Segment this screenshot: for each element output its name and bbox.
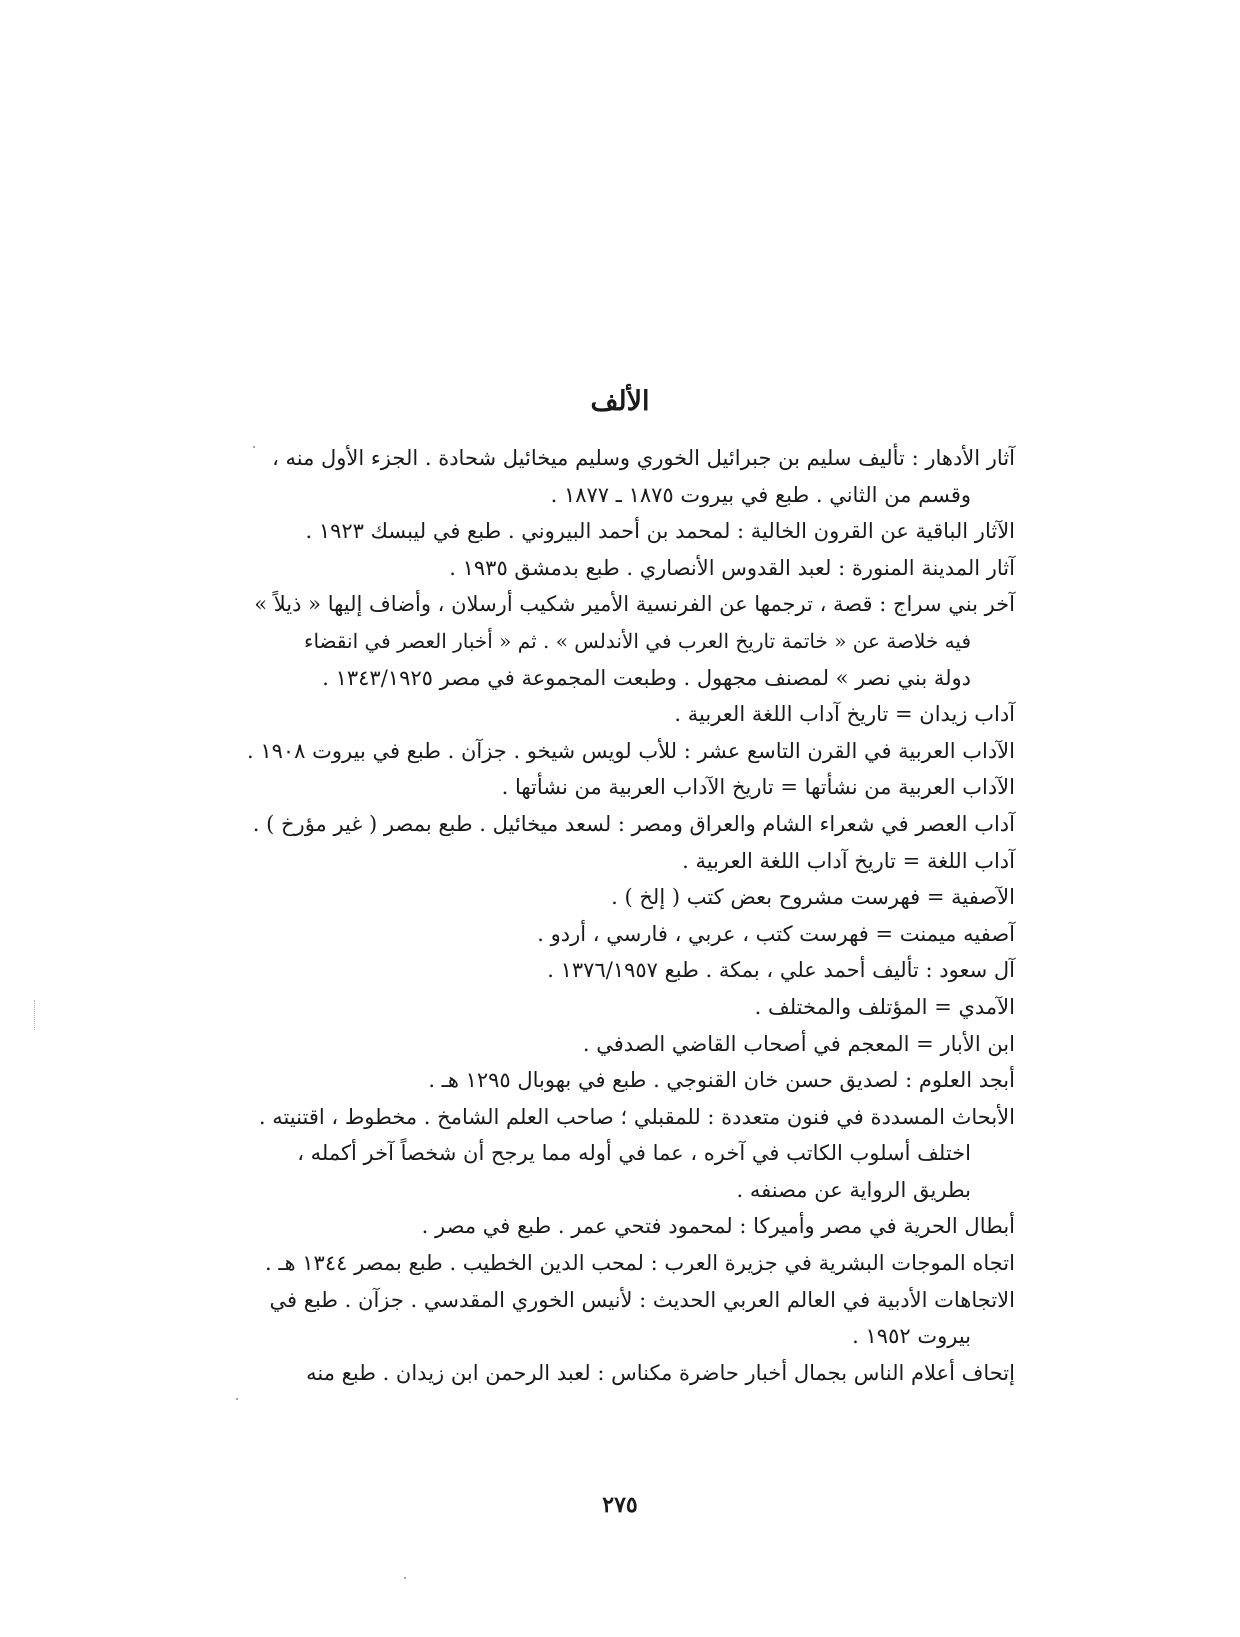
entry-line: أبطال الحرية في مصر وأميركا : لمحمود فتحي عمر . طبع في مصر . xyxy=(421,1214,1015,1239)
list-item xyxy=(244,1355,1015,1392)
entry-continuation-line: بطريق الرواية عن مصنفه . xyxy=(736,1177,971,1202)
entry-line: آخر بني سراج : قصة ، ترجمها عن الفرنسية الأمير شكيب أرسلان ، وأضاف إليها « ذيلاً » xyxy=(254,592,1015,617)
entry-continuation-line: دولة بني نصر » لمصنف مجهول . وطبعت المجموعة في مصر ١٣٤٣/١٩٢٥ . xyxy=(322,665,971,690)
list-item xyxy=(244,916,1015,953)
entry-line: آداب اللغة = تاريخ آداب اللغة العربية . xyxy=(682,848,1015,873)
entry-line: الأبحاث المسددة في فنون متعددة : للمقبلي ؛ صاحب العلم الشامخ . مخطوط ، اقتنيته . xyxy=(258,1104,1015,1129)
entry-line: إتحاف أعلام الناس بجمال أخبار حاضرة مكناس : لعبد الرحمن ابن زيدان . طبع منه xyxy=(306,1360,1015,1385)
entry-continuation-line: وقسم من الثاني . طبع في بيروت ١٨٧٥ ـ ١٨٧٧ . xyxy=(550,482,971,507)
list-item xyxy=(244,843,1015,880)
list-item xyxy=(244,586,1015,696)
entry-line: آثار الأدهار : تأليف سليم بن جبرائيل الخوري وسليم ميخائيل شحادة . الجزء الأول منه ، xyxy=(272,446,1015,470)
list-item xyxy=(244,1062,1015,1099)
margin-speck xyxy=(236,1398,238,1400)
entry-line: آثار المدينة المنورة : لعبد القدوس الأنصاري . طبع بدمشق ١٩٣٥ . xyxy=(449,555,1015,580)
list-item xyxy=(244,1208,1015,1245)
list-item xyxy=(244,1245,1015,1282)
entry-line: الاتجاهات الأدبية في العالم العربي الحديث : لأنيس الخوري المقدسي . جزآن . طبع في xyxy=(269,1287,1015,1312)
entry-line: آداب العصر في شعراء الشام والعراق ومصر : لسعد ميخائيل . طبع بمصر ( غير مؤرخ ) . xyxy=(252,811,1015,836)
list-item xyxy=(244,696,1015,733)
list-item xyxy=(244,1282,1015,1355)
entry-line: آصفيه ميمنت = فهرست كتب ، عربي ، فارسي ، أردو . xyxy=(537,921,1015,946)
entry-line: آداب زيدان = تاريخ آداب اللغة العربية . xyxy=(674,702,1015,727)
entry-line: الآثار الباقية عن القرون الخالية : لمحمد بن أحمد البيروني . طبع في ليبسك ١٩٢٣ . xyxy=(305,519,1015,544)
entry-line: اتجاه الموجات البشرية في جزيرة العرب : لمحب الدين الخطيب . طبع بمصر ١٣٤٤ هـ . xyxy=(265,1251,1015,1276)
scan-margin-mark xyxy=(34,1000,37,1030)
page-number: ٢٧٥ xyxy=(602,1492,638,1518)
entry-line: الآداب العربية في القرن التاسع عشر : للأب لويس شيخو . جزآن . طبع في بيروت ١٩٠٨ . xyxy=(246,738,1015,763)
margin-speck xyxy=(404,1577,406,1579)
list-item xyxy=(244,440,1015,513)
entry-line: ابن الأبار = المعجم في أصحاب القاضي الصدفي . xyxy=(582,1031,1015,1056)
list-item xyxy=(244,1026,1015,1063)
list-item xyxy=(244,1099,1015,1209)
entry-continuation-line: بيروت ١٩٥٢ . xyxy=(852,1324,971,1349)
list-item xyxy=(244,733,1015,770)
list-item xyxy=(244,806,1015,843)
margin-speck xyxy=(253,446,255,448)
list-item xyxy=(244,513,1015,550)
entry-line: آل سعود : تأليف أحمد علي ، بمكة . طبع ١٣٧٦/١٩٥٧ . xyxy=(547,958,1015,983)
section-title: الألف xyxy=(590,386,650,417)
entry-line: الآمدي = المؤتلف والمختلف . xyxy=(754,994,1015,1019)
entry-line: الآصفية = فهرست مشروح بعض كتب ( إلخ ) . xyxy=(611,885,1015,910)
entries-list xyxy=(244,440,1015,1391)
list-item xyxy=(244,879,1015,916)
list-item xyxy=(244,550,1015,587)
list-item xyxy=(244,769,1015,806)
list-item xyxy=(244,989,1015,1026)
entry-line: الآداب العربية من نشأتها = تاريخ الآداب العربية من نشأتها . xyxy=(501,775,1015,800)
list-item xyxy=(244,952,1015,989)
entry-line: أبجد العلوم : لصديق حسن خان القنوجي . طبع في بهوبال ١٢٩٥ هـ . xyxy=(428,1068,1015,1093)
entry-continuation-line: فيه خلاصة عن « خاتمة تاريخ العرب في الأندلس » . ثم « أخبار العصر في انقضاء xyxy=(304,628,971,653)
entry-continuation-line: اختلف أسلوب الكاتب في آخره ، عما في أوله مما يرجح أن شخصاً آخر أكمله ، xyxy=(297,1141,971,1166)
